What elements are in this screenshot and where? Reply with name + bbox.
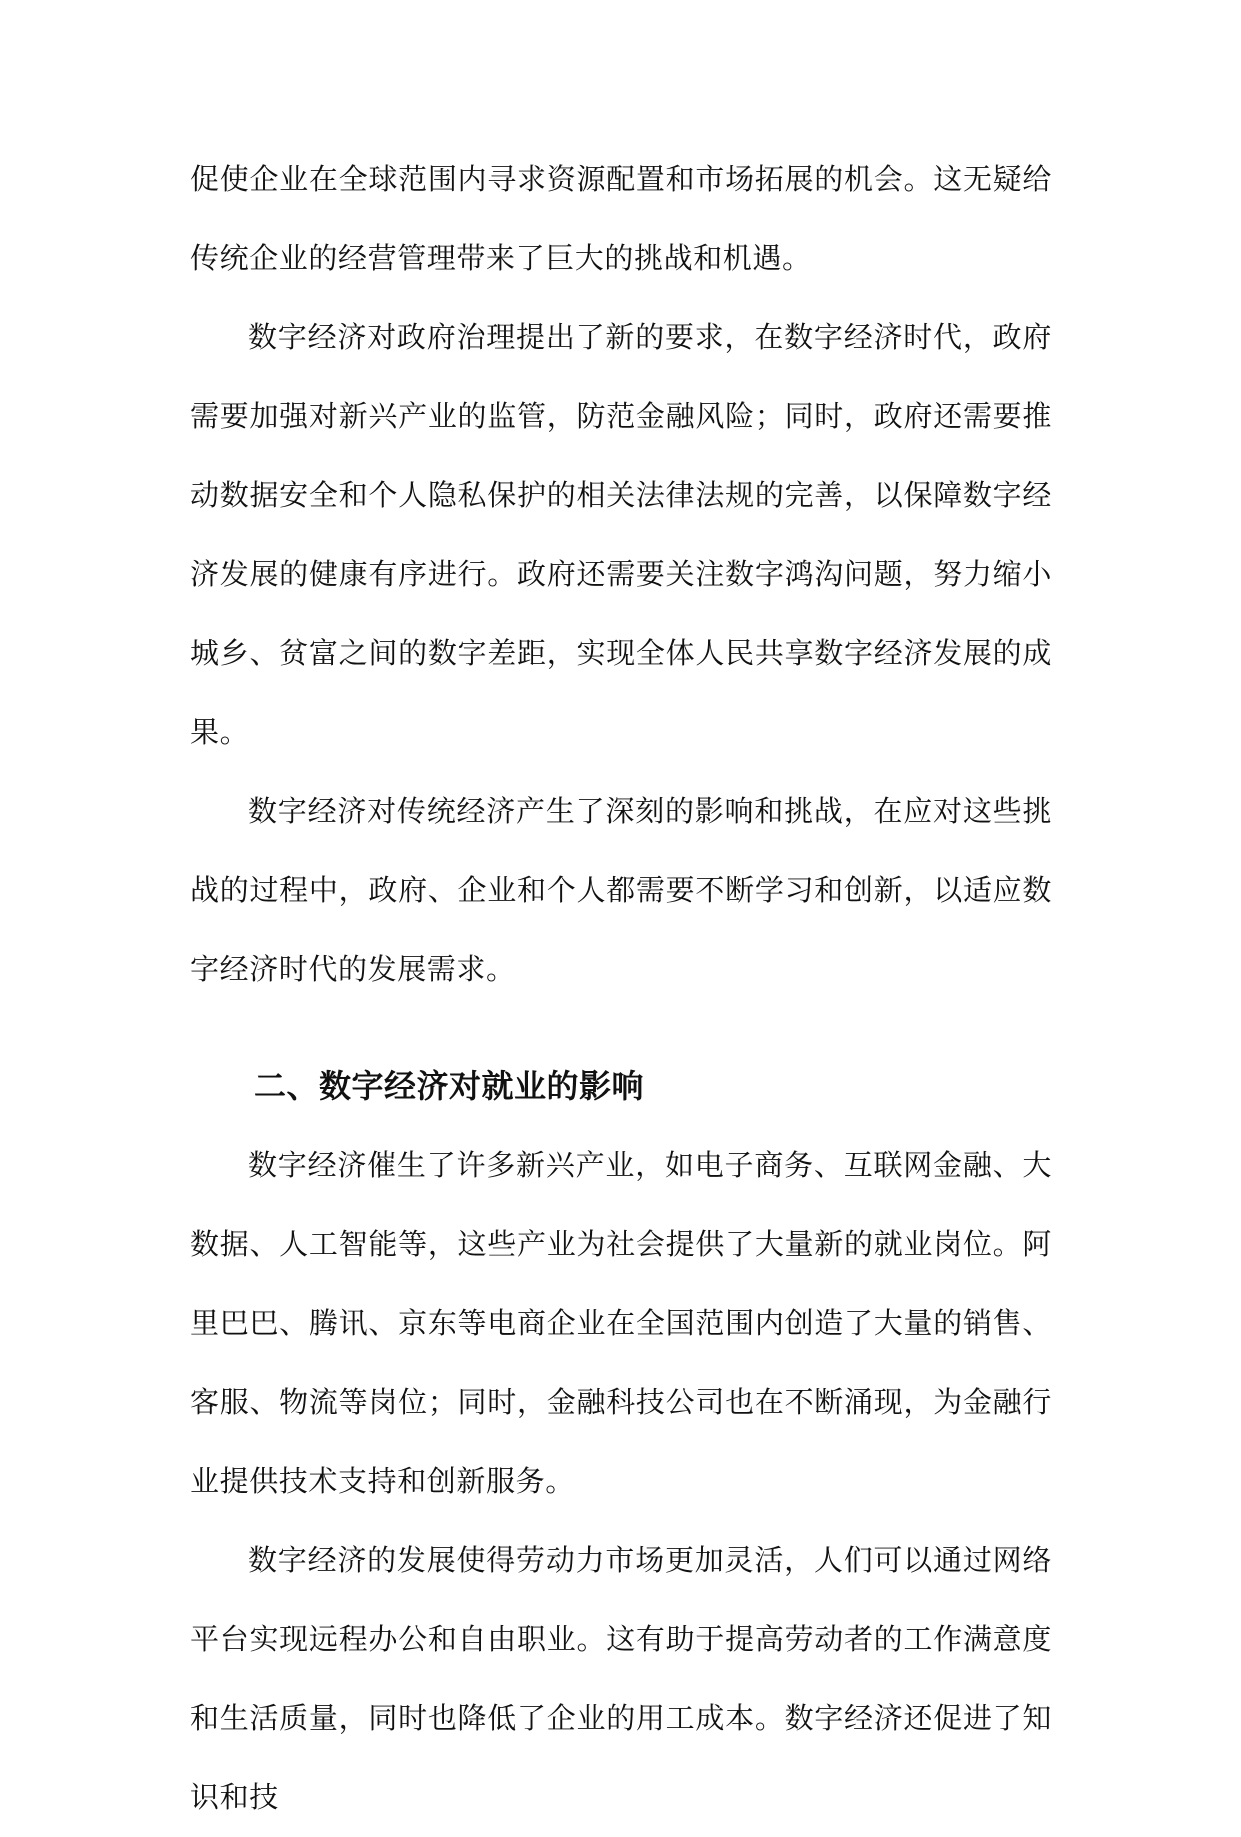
paragraph-labor-market: 数字经济的发展使得劳动力市场更加灵活，人们可以通过网络平台实现远程办公和自由职业。这有助于提高劳动者的工作满意度和生活质量，同时也降低了企业的用工成本。数字经济还促进了知识和技 xyxy=(190,1543,1052,1814)
paragraph-continued: 促使企业在全球范围内寻求资源配置和市场拓展的机会。这无疑给传统企业的经营管理带来了巨大的挑战和机遇。 xyxy=(190,162,1052,275)
section-heading: 二、数字经济对就业的影响 xyxy=(254,1067,645,1105)
document-page xyxy=(190,140,1052,1837)
paragraph-government-governance: 数字经济对政府治理提出了新的要求，在数字经济时代，政府需要加强对新兴产业的监管，防范金融风险；同时，政府还需要推动数据安全和个人隐私保护的相关法律法规的完善，以保障数字经济发展的健康有序进行。政府还需要关注数字鸿沟问题，努力缩小城乡、贫富之间的数字差距，实现全体人民共享数字经济发展的成果。 xyxy=(190,320,1052,749)
paragraph-traditional-economy: 数字经济对传统经济产生了深刻的影响和挑战，在应对这些挑战的过程中，政府、企业和个人都需要不断学习和创新，以适应数字经济时代的发展需求。 xyxy=(190,794,1052,986)
paragraph-new-industries: 数字经济催生了许多新兴产业，如电子商务、互联网金融、大数据、人工智能等，这些产业为社会提供了大量新的就业岗位。阿里巴巴、腾讯、京东等电商企业在全国范围内创造了大量的销售、客服、物流等岗位；同时，金融科技公司也在不断涌现，为金融行业提供技术支持和创新服务。 xyxy=(190,1148,1052,1498)
